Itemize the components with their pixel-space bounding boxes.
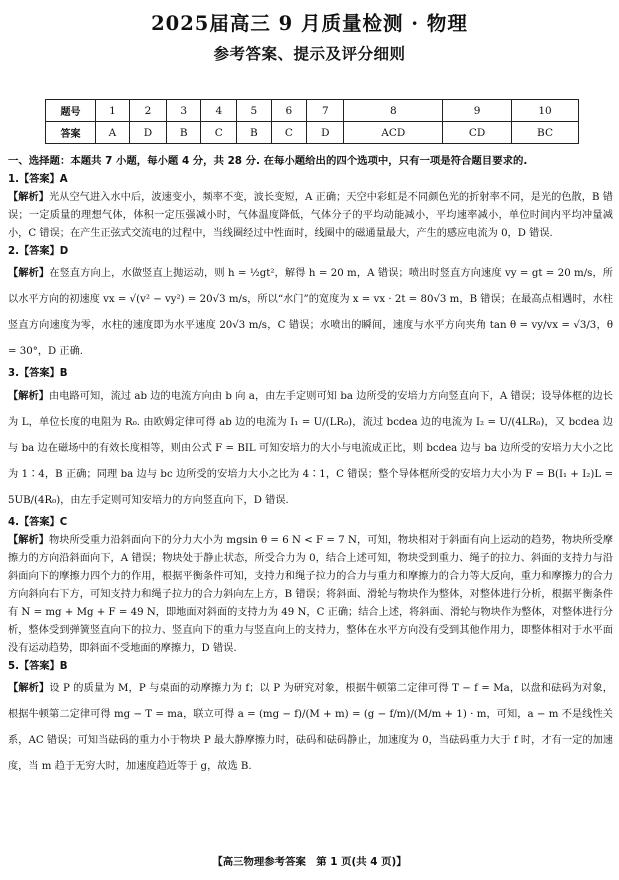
explanation-tag: 【解析】 — [8, 534, 49, 546]
question-number-cell: 6 — [271, 100, 307, 122]
answer-cell: C — [201, 122, 237, 144]
answer-cell: D — [307, 122, 344, 144]
question-5-heading: 5.【答案】B — [8, 661, 68, 673]
question-5-explanation — [8, 676, 613, 780]
answer-cell: A — [96, 122, 130, 144]
question-number-cell: 4 — [201, 100, 237, 122]
explanation-tag: 【解析】 — [8, 268, 50, 280]
row-label-question-number: 题号 — [46, 100, 96, 122]
explanation-text: 光从空气进入水中后，波速变小，频率不变，波长变短，A 正确；天空中彩虹是不同颜色光的折射率不同，是光的色散，B 错误；一定质量的理想气体，体积一定压强减小时，气体温度降低，气体分子的平均动能减小，平均速率减小，单位时间内平均冲量减小，C 错误；在产生正弦式交流电的过程中，当线圈经过中性面时，线圈中的磁通量最大，产生的感应电流为 0，D 错误. — [8, 192, 613, 240]
page-title: 2025届高三 9 月质量检测 · 物理 — [151, 12, 468, 35]
question-number-cell: 5 — [237, 100, 271, 122]
question-3-heading: 3.【答案】B — [8, 368, 68, 380]
answer-table — [45, 99, 579, 144]
answer-cell: B — [167, 122, 201, 144]
question-2-heading: 2.【答案】D — [8, 246, 69, 258]
question-number-cell: 2 — [129, 100, 166, 122]
answer-cell: BC — [512, 122, 579, 144]
explanation-tag: 【解析】 — [8, 683, 50, 695]
explanation-tag: 【解析】 — [8, 390, 50, 402]
section-heading: 一、选择题：本题共 7 小题，每小题 4 分，共 28 分. 在每小题给出的四个选项中，只有一项是符合题目要求的. — [8, 155, 528, 167]
question-1-explanation — [8, 189, 613, 243]
answer-table-number-row — [46, 100, 579, 122]
question-number-cell: 7 — [307, 100, 344, 122]
question-number-cell: 3 — [167, 100, 201, 122]
answer-table-answer-row — [46, 122, 579, 144]
question-number-cell: 9 — [443, 100, 512, 122]
explanation-text: 物块所受重力沿斜面向下的分力大小为 mgsin θ = 6 N < F = 7 N，可知，物块相对于斜面有向上运动的趋势，物块所受摩擦力的方向沿斜面向下，A 错误；物块处于静止状态，所受合力为 0，结合上述可知，物块受到重力、绳子的拉力、斜面的支持力与沿斜面向下的摩擦力四个力的作用，根据平衡条件可知，支持力和绳子拉力的合力与重力和摩擦力的合力等大反向，重力和摩擦力的合力方向斜向右下方，可知支持力和绳子拉力的合力斜向左上方，B 错误；将斜面、滑轮与物块作为整体，对整体进行分析，根据平衡条件有 N = mg + Mg + F = 49 N，即地面对斜面的支持力为 49 N，C 正确；结合上述，将斜面、滑轮与物块作为整体，对整体进行分析，整体受到弹簧竖直向下的拉力、竖直向下的重力与竖直向上的支持力，整体在水平方向没有受到其他作用力，即整体相对于水平面没有运动趋势，即斜面不受地面的摩擦力，D 错误. — [8, 534, 613, 655]
page-subtitle: 参考答案、提示及评分细则 — [213, 44, 406, 63]
answer-cell: D — [129, 122, 166, 144]
row-label-answer: 答案 — [46, 122, 96, 144]
solutions-body — [8, 171, 613, 780]
explanation-tag: 【解析】 — [8, 192, 49, 204]
answer-cell: ACD — [344, 122, 443, 144]
explanation-text: 在竖直方向上，水做竖直上抛运动，则 h = ½gt²，解得 h = 20 m，A 错误；喷出时竖直方向速度 vy = gt = 20 m/s，所以水平方向的初速度 vx = √(v² − vy²) = 20√3 m/s，所以“水门”的宽度为 x = vx · 2t = 80√3 m，B 错误；在最高点相遇时，水柱竖直方向速度为零，水柱的速度即为水平速度 20√3 m/s，C 错误；水喷出的瞬间，速度与水平方向夹角 tan θ = vy/vx = √3/3，θ = 30°，D 正确. — [8, 268, 613, 358]
question-number-cell: 1 — [96, 100, 130, 122]
answer-cell: C — [271, 122, 307, 144]
question-number-cell: 10 — [512, 100, 579, 122]
page-footer: 【高三物理参考答案 第 1 页(共 4 页)】 — [212, 856, 407, 868]
explanation-text: 由电路可知，流过 ab 边的电流方向由 b 向 a，由左手定则可知 ba 边所受的安培力方向竖直向下，A 错误；设导体框的边长为 L，单位长度的电阻为 R₀. 由欧姆定律可得 ab 边的电流为 I₁ = U/(LR₀)，流过 bcdea 边的电流为 I₂ = U/(4LR₀)，又 bcdea 边与 ba 边在磁场中的有效长度相等，则由公式 F = BIL 可知安培力的大小与电流成正比，则 bcdea 边与 ba 边所受的安培力大小之比为 1∶4，B 正确；同理 ba 边与 bc 边所受的安培力大小之比为 4∶1，C 错误；整个导体框所受的安培力大小为 F = B(I₁ + I₂)L = 5UB/(4R₀)，由左手定则可知安培力的方向竖直向下，D 错误. — [8, 390, 613, 506]
answer-cell: CD — [443, 122, 512, 144]
question-2-explanation — [8, 261, 613, 365]
question-4-explanation — [8, 532, 613, 659]
answer-cell: B — [237, 122, 271, 144]
question-4-heading: 4.【答案】C — [8, 516, 68, 528]
question-3-explanation — [8, 384, 613, 514]
question-number-cell: 8 — [344, 100, 443, 122]
question-1-heading: 1.【答案】A — [8, 174, 68, 185]
explanation-text: 设 P 的质量为 M，P 与桌面的动摩擦力为 f；以 P 为研究对象，根据牛顿第二定律可得 T − f = Ma，以盘和砝码为对象，根据牛顿第二定律可得 mg − T = ma，联立可得 a = (mg − f)/(M + m) = (g − f/m)/(M/m + 1) · m，可知，a − m 不是线性关系，AC 错误；可知当砝码的重力小于物块 P 最大静摩擦力时，砝码和砝码静止，加速度为 0，当砝码重力大于 f 时，才有一定的加速度，当 m 趋于无穷大时，加速度趋近等于 g，故选 B. — [8, 683, 613, 773]
